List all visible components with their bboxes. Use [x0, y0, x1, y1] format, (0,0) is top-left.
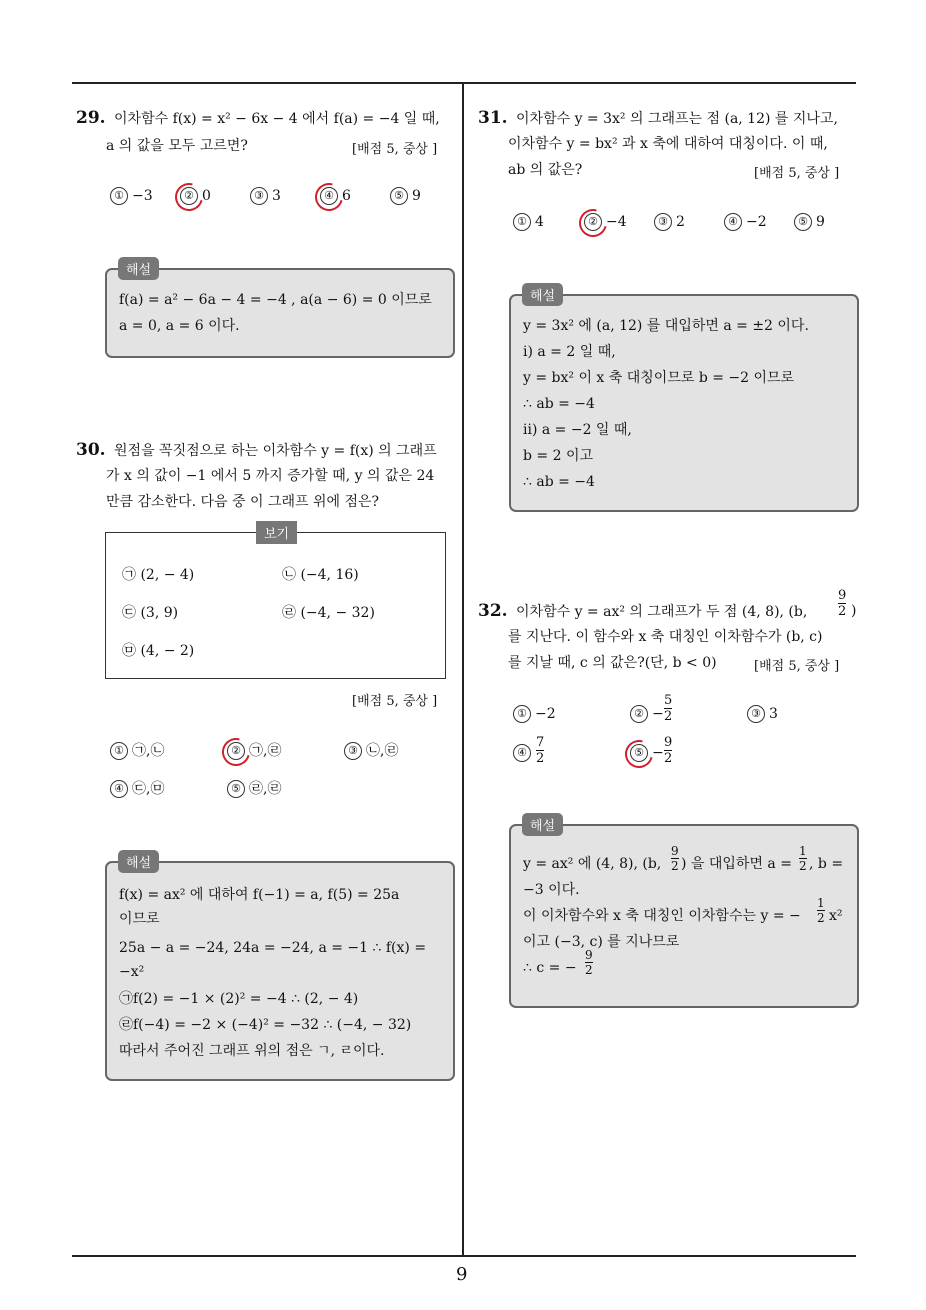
choice-3[interactable]: ③ 2	[654, 212, 685, 232]
answer-mark	[217, 733, 255, 771]
fraction: 7 2	[536, 735, 545, 766]
fraction: 9 2	[671, 844, 679, 873]
solution-line: ㉠f(2) = −1 × (2)² = −4 ∴ (2, − 4)	[119, 991, 359, 1007]
example-item: ㉣ (−4, − 32)	[282, 605, 375, 621]
solution-tag: 해설	[522, 813, 563, 836]
score-label: [배점 5, 중상 ]	[754, 659, 840, 674]
solution-line: y = ax² 에 (4, 8), (b,	[523, 856, 662, 872]
solution-box	[509, 294, 859, 512]
question-text: 이차함수 y = ax² 의 그래프가 두 점 (4, 8), (b,	[516, 604, 808, 620]
fraction: 5 2	[664, 693, 673, 724]
example-item: ㉠ (2, − 4)	[122, 567, 195, 583]
choice-3[interactable]: ③ 3	[747, 704, 778, 724]
question-number: 29.	[76, 108, 106, 128]
fraction: 1 2	[799, 844, 807, 873]
choice-5[interactable]: ⑤ −	[630, 743, 664, 763]
solution-line: 이므로	[119, 911, 160, 927]
solution-line: 25a − a = −24, 24a = −24, a = −1 ∴ f(x) =	[119, 940, 427, 956]
solution-line: y = bx² 이 x 축 대칭이므로 b = −2 이므로	[523, 370, 795, 386]
bottom-rule	[72, 1255, 856, 1257]
choice-1[interactable]: ① 4	[513, 212, 544, 232]
answer-mark	[170, 178, 208, 216]
question-text: 가 x 의 값이 −1 에서 5 까지 증가할 때, y 의 값은 24	[106, 468, 435, 484]
solution-tag: 해설	[118, 850, 159, 873]
choice-4[interactable]: ④ 6	[320, 186, 351, 206]
choice-5[interactable]: ⑤ 9	[390, 186, 421, 206]
question-text: 이차함수 f(x) = x² − 6x − 4 에서 f(a) = −4 일 때,	[114, 111, 440, 127]
solution-line: i) a = 2 일 때,	[523, 344, 616, 360]
solution-line: 이고 (−3, c) 를 지나므로	[523, 934, 680, 950]
example-item: ㉢ (3, 9)	[122, 605, 179, 621]
choice-2[interactable]: ② ㉠,㉣	[227, 741, 281, 761]
solution-line: a = 0, a = 6 이다.	[119, 318, 240, 334]
fraction: 9 2	[585, 948, 593, 977]
choice-1[interactable]: ① −3	[110, 186, 153, 206]
choice-1[interactable]: ① −2	[513, 704, 556, 724]
solution-line: −3 이다.	[523, 882, 580, 898]
fraction: 9 2	[838, 588, 847, 619]
solution-line: −x²	[119, 964, 145, 980]
solution-line: 따라서 주어진 그래프 위의 점은 ㄱ, ㄹ이다.	[119, 1043, 385, 1059]
choice-1[interactable]: ① ㉠,㉡	[110, 741, 164, 761]
choice-5[interactable]: ⑤ ㉣,㉣	[227, 779, 281, 799]
solution-line: f(a) = a² − 6a − 4 = −4 , a(a − 6) = 0 이므로	[119, 292, 432, 308]
page-number: 9	[456, 1264, 468, 1285]
solution-tag: 해설	[118, 257, 159, 280]
score-label: [배점 5, 중상 ]	[754, 166, 840, 181]
choice-2[interactable]: ② 0	[180, 186, 211, 206]
solution-line: ∴ ab = −4	[523, 474, 595, 490]
question-text: 만큼 감소한다. 다음 중 이 그래프 위에 점은?	[106, 494, 380, 510]
solution-line: ∴ ab = −4	[523, 396, 595, 412]
question-text: 이차함수 y = bx² 과 x 축에 대하여 대칭이다. 이 때,	[508, 136, 828, 152]
solution-box	[105, 268, 455, 358]
question-number: 30.	[76, 440, 106, 460]
solution-tag: 해설	[522, 283, 563, 306]
question-text: a 의 값을 모두 고르면?	[106, 138, 248, 154]
example-box-tag: 보기	[256, 521, 297, 544]
choice-3[interactable]: ③ 3	[250, 186, 281, 206]
top-rule	[72, 82, 856, 84]
solution-line: ㉣f(−4) = −2 × (−4)² = −32 ∴ (−4, − 32)	[119, 1017, 412, 1033]
example-item: ㉤ (4, − 2)	[122, 643, 195, 659]
question-number: 32.	[478, 601, 508, 621]
choice-2[interactable]: ② −4	[584, 212, 627, 232]
choice-2[interactable]: ② −	[630, 704, 664, 724]
solution-box	[105, 861, 455, 1081]
solution-line: 이 이차함수와 x 축 대칭인 이차함수는 y = −	[523, 908, 801, 924]
choice-4[interactable]: ④ −2	[724, 212, 767, 232]
example-box	[105, 532, 446, 679]
example-item: ㉡ (−4, 16)	[282, 567, 359, 583]
choice-5[interactable]: ⑤ 9	[794, 212, 825, 232]
choice-4[interactable]: ④ ㉢,㉤	[110, 779, 164, 799]
solution-line: b = 2 이고	[523, 448, 593, 464]
question-number: 31.	[478, 108, 508, 128]
question-text: 원점을 꼭짓점으로 하는 이차함수 y = f(x) 의 그래프	[114, 443, 437, 459]
answer-mark	[310, 178, 348, 216]
score-label: [배점 5, 중상 ]	[352, 694, 438, 709]
answer-mark	[620, 735, 658, 773]
question-text: 이차함수 y = 3x² 의 그래프는 점 (a, 12) 를 지나고,	[516, 111, 838, 127]
question-text: 를 지날 때, c 의 값은?(단, b < 0)	[508, 655, 717, 671]
score-label: [배점 5, 중상 ]	[352, 142, 438, 157]
solution-line: y = 3x² 에 (a, 12) 를 대입하면 a = ±2 이다.	[523, 318, 809, 334]
solution-box: y = ax² 에 (4, 8), (b, 9 2 ) 을 대입하면 a = 1 2 , b = −3 이다. 이 이차함수와 x 축 대칭인 이차함수는 y = − 1 2 x² 이고 (−3, c) 를 지나므로 ∴ c = − 9 2	[509, 824, 859, 1008]
solution-line: ii) a = −2 일 때,	[523, 422, 632, 438]
solution-line: f(x) = ax² 에 대하여 f(−1) = a, f(5) = 25a	[119, 887, 400, 903]
question-text: ab 의 값은?	[508, 162, 583, 178]
fraction: 1 2	[817, 896, 825, 925]
column-divider	[462, 82, 464, 1256]
answer-mark	[574, 204, 612, 242]
choice-4[interactable]: ④	[513, 743, 535, 763]
question-text: 를 지난다. 이 함수와 x 축 대칭인 이차함수가 (b, c)	[508, 629, 823, 645]
choice-3[interactable]: ③ ㉡,㉣	[344, 741, 398, 761]
fraction: 9 2	[664, 735, 673, 766]
solution-line: ∴ c = −	[523, 960, 577, 976]
